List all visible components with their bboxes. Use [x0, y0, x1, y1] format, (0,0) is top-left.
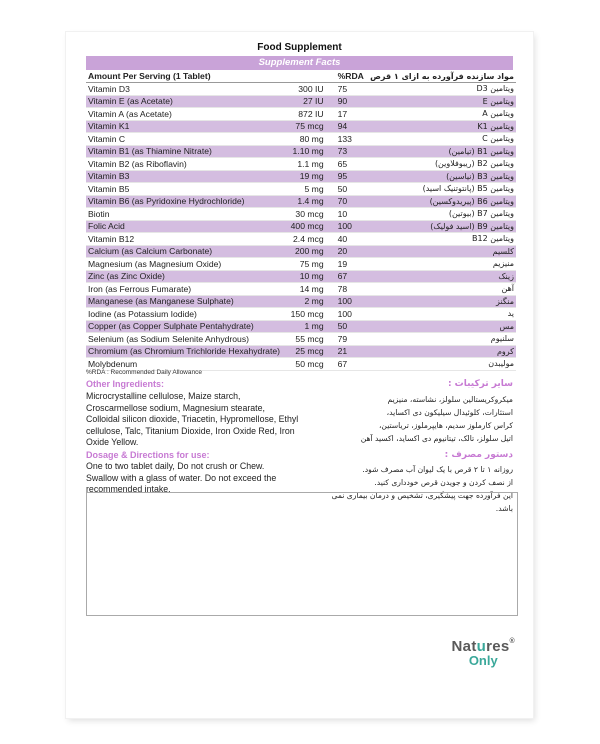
other-ingredients-fa-line: میکروکریستالین سلولز، نشاسته، منیزیم — [387, 395, 513, 404]
table-row — [86, 145, 516, 158]
table-row — [86, 295, 516, 308]
other-ingredients-line: cellulose, Talc, Titanium Dioxide, Iron Oxide Red, Iron — [86, 425, 295, 436]
nutrient-name: Molybdenum — [86, 358, 284, 371]
dosage-fa-heading: دستور مصرف : — [444, 450, 513, 460]
table-row — [86, 208, 516, 221]
nutrient-amount: 300 IU — [284, 83, 330, 96]
nutrient-name-fa: منیزیم — [368, 258, 516, 271]
table-row — [86, 158, 516, 171]
other-ingredients-fa-text — [323, 393, 513, 445]
nutrient-name-fa: آهن — [368, 283, 516, 296]
nutrient-name-fa: زینک — [368, 270, 516, 283]
nutrient-amount: 5 mg — [284, 183, 330, 196]
dosage-text — [86, 461, 326, 496]
nutrient-name: Iron (as Ferrous Fumarate) — [86, 283, 284, 296]
nutrient-amount: 10 mg — [284, 270, 330, 283]
nutrient-amount: 75 mcg — [284, 120, 330, 133]
nutrient-amount: 2.4 mcg — [284, 233, 330, 246]
nutrient-rda: 73 — [330, 145, 369, 158]
nutrient-rda: 17 — [330, 108, 369, 121]
nutrient-name: Chromium (as Chromium Trichloride Hexahydrate) — [86, 345, 284, 358]
table-header-row — [86, 70, 516, 83]
nutrient-rda: 100 — [330, 220, 369, 233]
nutrient-name-fa: ویتامین D3 — [368, 83, 516, 96]
rda-note: %RDA : Recommended Daily Allowance — [86, 369, 202, 376]
nutrient-name-fa: ویتامین B3 (نیاسین) — [368, 170, 516, 183]
nutrient-name-fa: کلسیم — [368, 245, 516, 258]
nutrient-name-fa: ویتامین B6 (پیریدوکسین) — [368, 195, 516, 208]
nutrient-rda: 21 — [330, 345, 369, 358]
nutrient-amount: 1 mg — [284, 320, 330, 333]
nutrient-rda: 100 — [330, 295, 369, 308]
table-row — [86, 270, 516, 283]
nutrient-rda: 95 — [330, 170, 369, 183]
table-row — [86, 220, 516, 233]
nutrient-name: Vitamin K1 — [86, 120, 284, 133]
table-row — [86, 283, 516, 296]
nutrient-amount: 872 IU — [284, 108, 330, 121]
nutrient-rda: 50 — [330, 320, 369, 333]
nutrient-name: Vitamin B3 — [86, 170, 284, 183]
nutrient-rda: 10 — [330, 208, 369, 221]
nutrient-amount: 19 mg — [284, 170, 330, 183]
nutrient-amount: 25 mcg — [284, 345, 330, 358]
nutrient-amount: 55 mcg — [284, 333, 330, 346]
dosage-fa-line: از نصف کردن و جویدن قرص خودداری کنید. — [374, 478, 513, 487]
header-amount — [284, 70, 330, 83]
other-ingredients-fa-line: کراس کارملوز سدیم، هایپرملوز، تریاستین، — [378, 421, 513, 430]
dosage-line: recommended intake. — [86, 484, 171, 495]
header-fa: مواد سازنده فرآورده به ازای ۱ قرص — [370, 71, 514, 81]
nutrient-amount: 14 mg — [284, 283, 330, 296]
table-row — [86, 333, 516, 346]
nutrient-name-fa: ویتامین E — [368, 95, 516, 108]
table-row — [86, 95, 516, 108]
nutrient-name: Zinc (as Zinc Oxide) — [86, 270, 284, 283]
nutrient-name: Biotin — [86, 208, 284, 221]
nutrient-name-fa: ویتامین B12 — [368, 233, 516, 246]
nutrient-name: Vitamin B6 (as Pyridoxine Hydrochloride) — [86, 195, 284, 208]
table-row — [86, 308, 516, 321]
nutrient-amount: 50 mcg — [284, 358, 330, 371]
nutrient-name-fa: ویتامین C — [368, 133, 516, 146]
table-row — [86, 195, 516, 208]
table-row — [86, 320, 516, 333]
other-ingredients-fa-line: اتیل سلولز، تالک، تیتانیوم دی اکساید، اکسید آهن — [360, 434, 513, 443]
nutrient-name: Vitamin B5 — [86, 183, 284, 196]
other-ingredients-line: Microcrystalline cellulose, Maize starch, — [86, 391, 241, 401]
nutrient-rda: 94 — [330, 120, 369, 133]
brand-logo — [452, 638, 515, 668]
table-row — [86, 133, 516, 146]
nutrient-amount: 1.1 mg — [284, 158, 330, 171]
logo-line-2: Only — [468, 653, 498, 668]
nutrient-rda: 20 — [330, 245, 369, 258]
nutrient-name: Calcium (as Calcium Carbonate) — [86, 245, 284, 258]
nutrient-name-fa: ویتامین B9 (اسید فولیک) — [368, 220, 516, 233]
supplement-facts-table — [86, 70, 516, 371]
nutrient-name-fa: ید — [368, 308, 516, 321]
nutrient-rda: 65 — [330, 158, 369, 171]
nutrient-rda: 79 — [330, 333, 369, 346]
table-row — [86, 233, 516, 246]
nutrient-rda: 75 — [330, 83, 369, 96]
nutrient-name-fa: مولیبدن — [368, 358, 516, 371]
nutrient-name: Selenium (as Sodium Selenite Anhydrous) — [86, 333, 284, 346]
table-row — [86, 120, 516, 133]
other-ingredients-heading: Other Ingredients: — [86, 379, 165, 389]
nutrient-amount: 27 IU — [284, 95, 330, 108]
header-name: Amount Per Serving (1 Tablet) — [86, 70, 284, 83]
nutrient-name: Magnesium (as Magnesium Oxide) — [86, 258, 284, 271]
other-ingredients-fa-heading: سایر ترکیبات : — [447, 379, 513, 389]
nutrient-amount: 2 mg — [284, 295, 330, 308]
logo-part-b: u — [476, 638, 487, 655]
nutrient-amount: 75 mg — [284, 258, 330, 271]
other-ingredients-text — [86, 391, 326, 449]
nutrient-amount: 400 mcg — [284, 220, 330, 233]
dosage-line: One to two tablet daily, Do not crush or Chew. — [86, 461, 265, 471]
nutrient-name-fa: ویتامین B2 (ریبوفلاوین) — [368, 158, 516, 171]
table-row — [86, 345, 516, 358]
logo-part-c: res — [486, 638, 510, 655]
table-row — [86, 108, 516, 121]
nutrient-name-fa: ویتامین B7 (بیوتین) — [368, 208, 516, 221]
nutrient-name-fa: ویتامین B1 (تیامین) — [368, 145, 516, 158]
page-title: Food Supplement — [257, 42, 342, 53]
dosage-heading: Dosage & Directions for use: — [86, 450, 210, 460]
table-row — [86, 170, 516, 183]
nutrient-name-fa: ویتامین K1 — [368, 120, 516, 133]
nutrient-rda: 19 — [330, 258, 369, 271]
nutrient-rda: 67 — [330, 270, 369, 283]
other-ingredients-line: Oxide Yellow. — [86, 437, 139, 448]
nutrient-name-fa: مس — [368, 320, 516, 333]
nutrient-amount: 150 mcg — [284, 308, 330, 321]
nutrient-name: Vitamin A (as Acetate) — [86, 108, 284, 121]
table-row — [86, 258, 516, 271]
nutrient-name-fa: منگنز — [368, 295, 516, 308]
nutrient-name-fa: سلنیوم — [368, 333, 516, 346]
nutrient-name-fa: ویتامین A — [368, 108, 516, 121]
nutrient-rda: 90 — [330, 95, 369, 108]
other-ingredients-line: Croscarmellose sodium, Magnesium stearate, — [86, 402, 265, 413]
nutrient-name: Iodine (as Potassium Iodide) — [86, 308, 284, 321]
table-row — [86, 183, 516, 196]
nutrient-rda: 78 — [330, 283, 369, 296]
nutrient-name: Copper (as Copper Sulphate Pentahydrate) — [86, 320, 284, 333]
label-page — [66, 32, 533, 718]
blank-box — [86, 492, 518, 616]
nutrient-name-fa: کروم — [368, 345, 516, 358]
nutrient-amount: 30 mcg — [284, 208, 330, 221]
nutrient-rda: 70 — [330, 195, 369, 208]
table-row — [86, 83, 516, 96]
nutrient-name: Vitamin B2 (as Riboflavin) — [86, 158, 284, 171]
nutrient-amount: 1.4 mg — [284, 195, 330, 208]
nutrient-rda: 100 — [330, 308, 369, 321]
logo-part-a: Nat — [451, 638, 477, 655]
nutrient-rda: 133 — [330, 133, 369, 146]
nutrient-rda: 40 — [330, 233, 369, 246]
header-rda: %RDA — [330, 70, 369, 83]
dosage-fa-line: این فرآورده جهت پیشگیری، تشخیص و درمان بیماری نمی باشد. — [331, 491, 513, 513]
nutrient-amount: 80 mg — [284, 133, 330, 146]
table-row — [86, 245, 516, 258]
nutrient-name: Folic Acid — [86, 220, 284, 233]
nutrient-amount: 200 mg — [284, 245, 330, 258]
dosage-line: Swallow with a glass of water. Do not exceed the — [86, 472, 277, 483]
nutrient-name: Vitamin C — [86, 133, 284, 146]
nutrient-rda: 50 — [330, 183, 369, 196]
dosage-fa-line: روزانه ۱ تا ۲ قرص با یک لیوان آب مصرف شود. — [362, 465, 513, 474]
nutrient-name-fa: ویتامین B5 (پانتوتنیک اسید) — [368, 183, 516, 196]
nutrient-name: Vitamin E (as Acetate) — [86, 95, 284, 108]
other-ingredients-fa-line: استئارات، کلوئیدال سیلیکون دی اکساید، — [386, 408, 513, 417]
nutrient-name: Vitamin B1 (as Thiamine Nitrate) — [86, 145, 284, 158]
nutrient-name: Manganese (as Manganese Sulphate) — [86, 295, 284, 308]
nutrient-name: Vitamin D3 — [86, 83, 284, 96]
nutrient-amount: 1.10 mg — [284, 145, 330, 158]
logo-reg-mark: ® — [509, 638, 515, 645]
other-ingredients-line: Colloidal silicon dioxide, Triacetin, Hypromellose, Ethyl — [86, 414, 299, 425]
nutrient-name: Vitamin B12 — [86, 233, 284, 246]
nutrient-rda: 67 — [330, 358, 369, 371]
supplement-facts-bar: Supplement Facts — [86, 56, 513, 70]
